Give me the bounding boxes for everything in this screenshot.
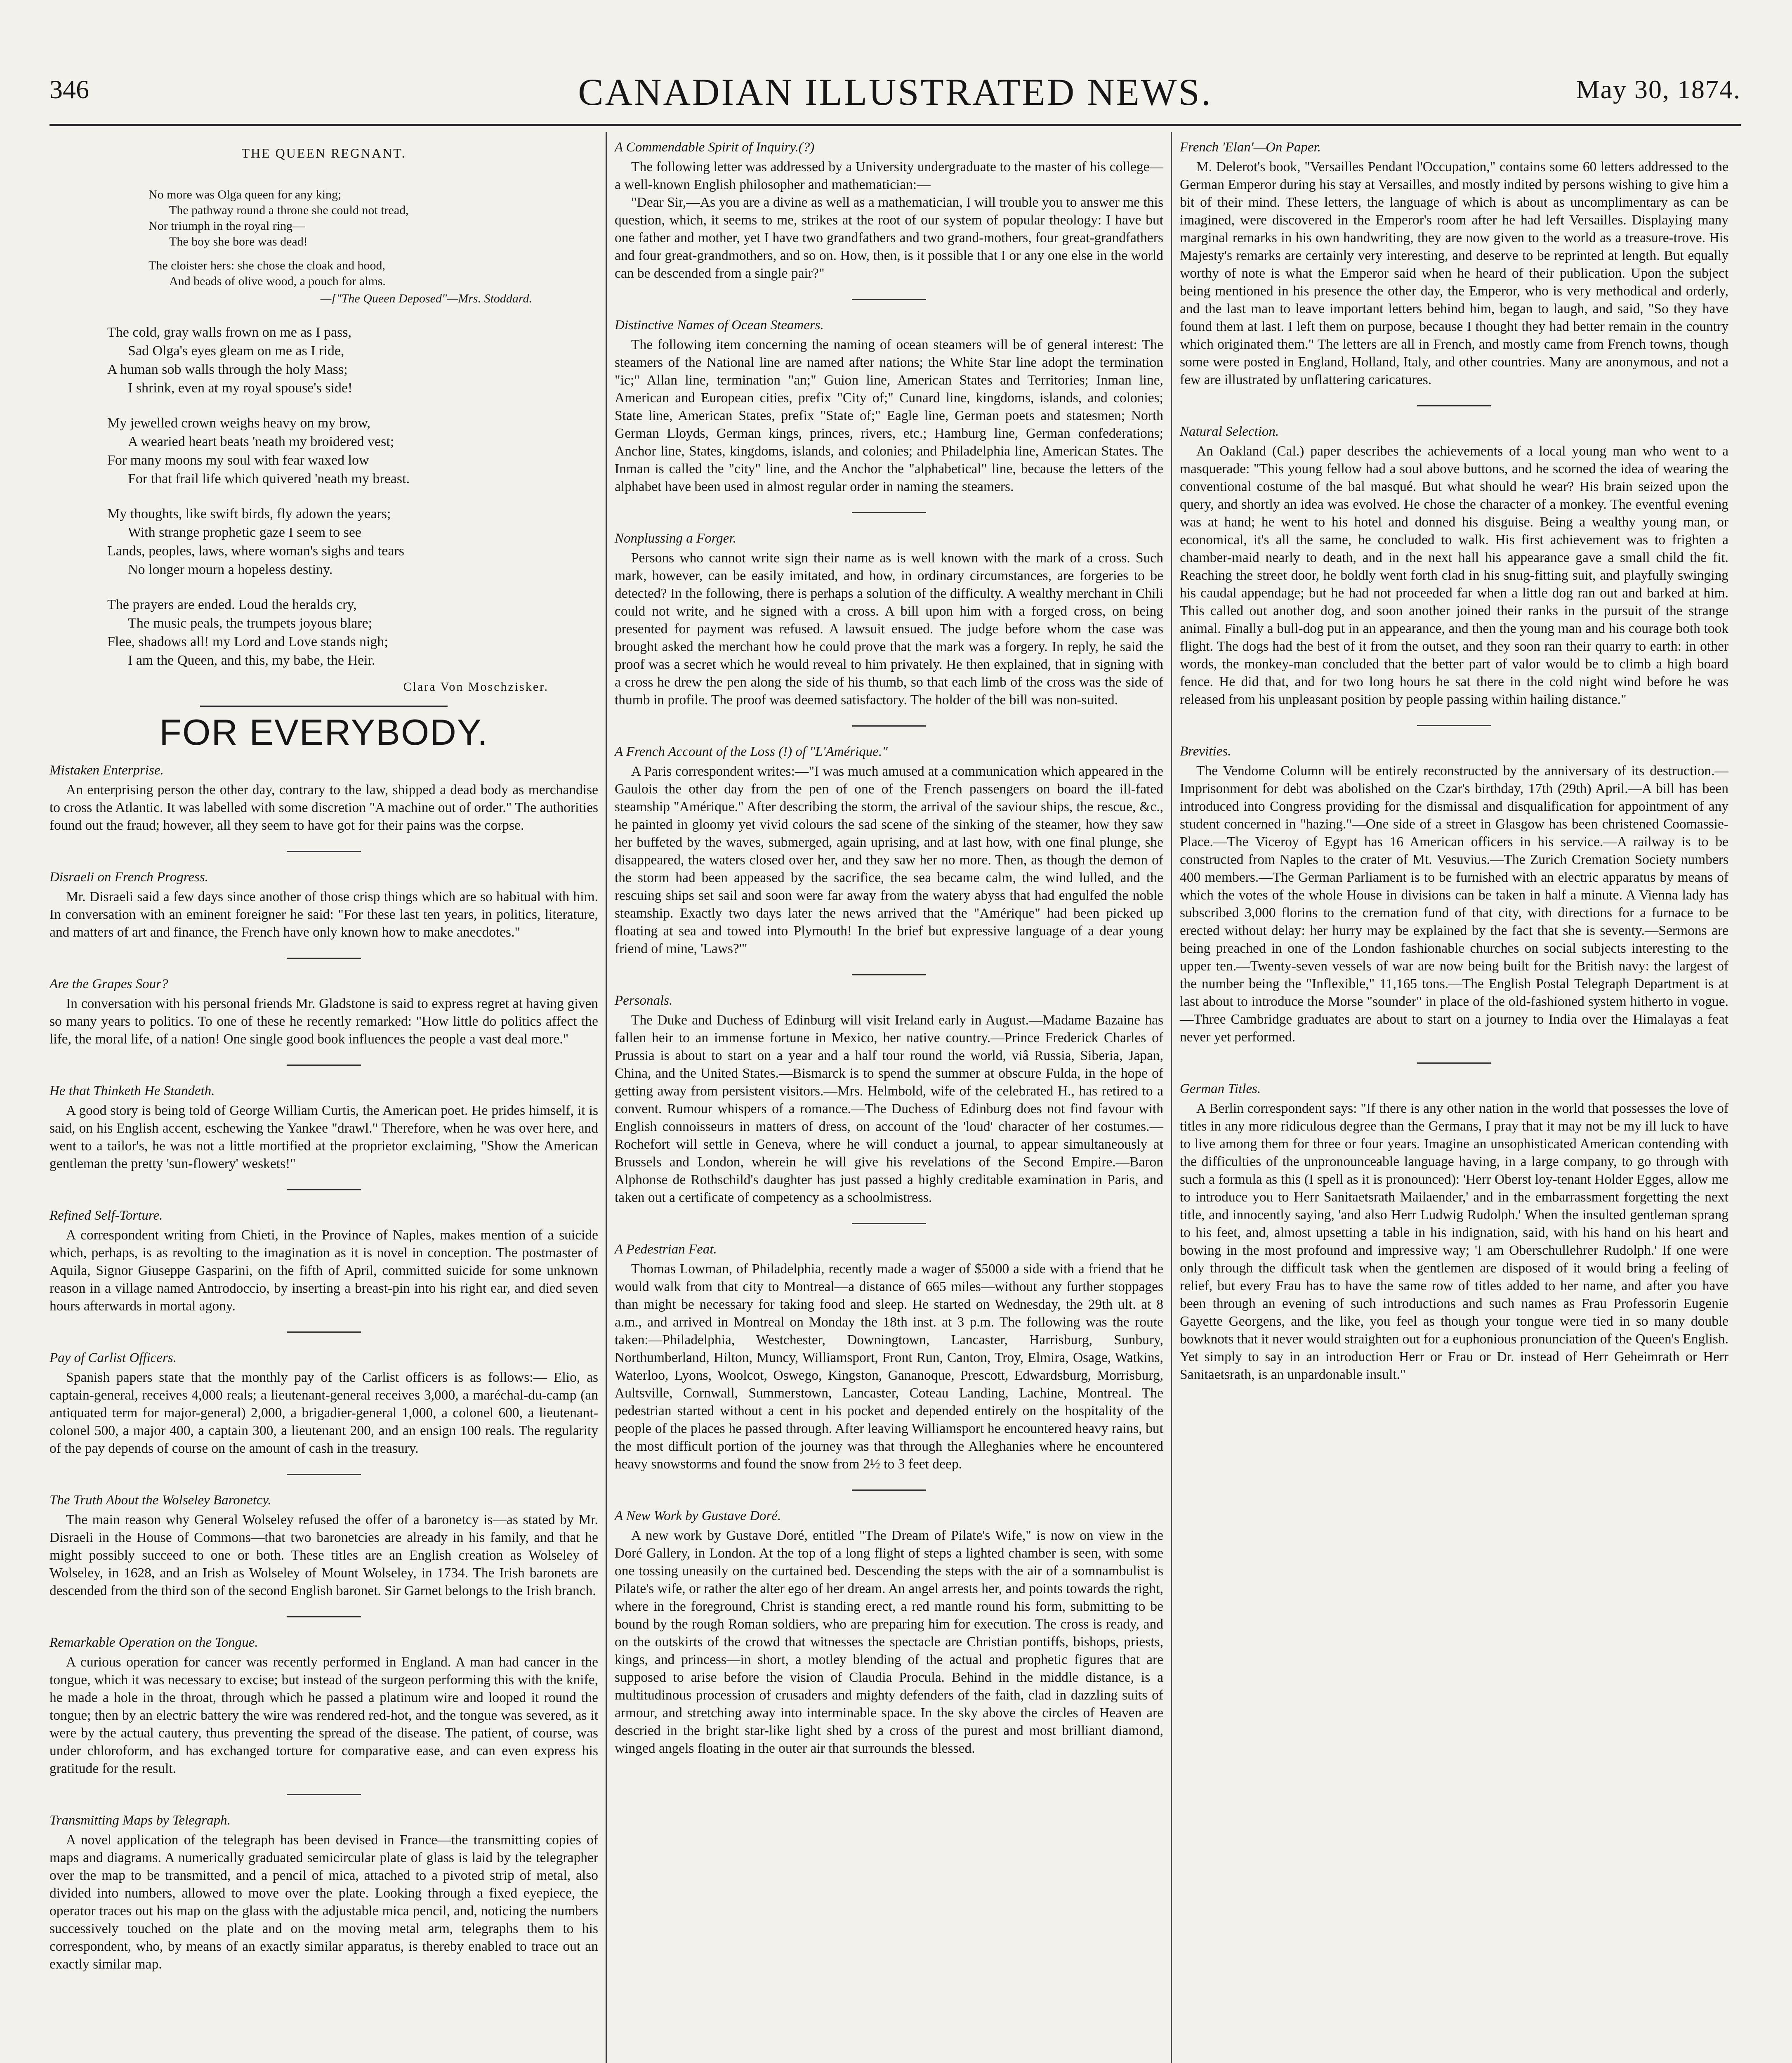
divider <box>287 1794 361 1795</box>
divider <box>852 1489 926 1491</box>
section-title: FOR EVERYBODY. <box>159 712 488 753</box>
poem-line: For that frail life which quivered 'neath my breast. <box>128 471 410 486</box>
column-1 <box>50 136 598 1973</box>
divider <box>852 512 926 513</box>
column-2 <box>615 136 1163 1757</box>
article-paragraph: A correspondent writing from Chieti, in the Province of Naples, makes mention of a suicide which, perhaps, is as revolting to the imagination as it is novel in conception. The postmaster of Aquila, Signor Giuseppe Gasparini, on the fifth of April, committed suicide for some unknown reason in a village named Antrodoccio, by inserting a breast-pin into his right ear, and died seven hours afterwards in mortal agony. <box>50 1227 598 1314</box>
article-title: Transmitting Maps by Telegraph. <box>50 1813 231 1828</box>
divider <box>852 299 926 300</box>
article-title: A New Work by Gustave Doré. <box>615 1508 781 1523</box>
article-paragraph: An enterprising person the other day, contrary to the law, shipped a dead body as merchandise to cross the Atlantic. It was labelled with some discretion "A machine out of order." The authorities found out the fraud; however, all they seem to have got for their pains was the corpse. <box>50 782 598 833</box>
article-title: Natural Selection. <box>1180 424 1279 439</box>
poem-line: With strange prophetic gaze I seem to see <box>128 525 362 540</box>
masthead: CANADIAN ILLUSTRATED NEWS. <box>578 71 1212 113</box>
poem-stanza <box>107 595 598 670</box>
poem-stanza <box>107 414 598 488</box>
article-paragraph: "Dear Sir,—As you are a divine as well as a mathematician, I will trouble you to answer me this question, which, it seems to me, strikes at the root of our system of popular theology: I have but one father and mother, yet I have two grandfathers and two grand-mothers, four great-grandfathers and four great-grandmothers, and so on. How, then, is it possible that I or any one else in the world can be descended from a single pair?" <box>615 195 1163 281</box>
divider <box>852 1223 926 1224</box>
epigraph-attribution: —["The Queen Deposed"—Mrs. Stoddard. <box>320 292 532 305</box>
poem-line: Flee, shadows all! my Lord and Love stands nigh; <box>107 634 388 649</box>
article-title: A French Account of the Loss (!) of "L'Amérique." <box>615 744 888 759</box>
article-paragraph: The following item concerning the naming of ocean steamers will be of general interest: The steamers of the National line are named after nations; the White Star line adopt the termination "ic;" Allan line, termination "an;" Guion line, American States and Territories; Inman line, American and European cities, prefix "City of;" Cunard line, kingdoms, islands, and colonies; State line, American States, prefix "State of;" Eagle line, German poets and statesmen; North German Lloyds, German kings, princes, rivers, etc.; Hamburg line, German confederations; Anchor line, States, kingdoms, islands, and colonies; and Philadelphia line, American States. The Inman is called the "city" line, and the Anchor the "alphabetical" line, because the letters of the alphabet have been used in almost regular order in naming the steamers. <box>615 337 1163 494</box>
poem-line: Lands, peoples, laws, where woman's sighs and tears <box>107 543 404 559</box>
poem-line: Sad Olga's eyes gleam on me as I ride, <box>128 343 344 359</box>
poem-signature: Clara Von Moschzisker. <box>403 680 549 694</box>
article-title: Personals. <box>615 993 673 1008</box>
divider <box>1417 405 1491 406</box>
article-paragraph: Mr. Disraeli said a few days since another of those crisp things which are so habitual with him. In conversation with an eminent foreigner he said: "For these last ten years, in politics, literature, and matters of art and finance, the French have only known how to make anecdotes." <box>50 889 598 940</box>
article-paragraph: The main reason why General Wolseley refused the offer of a baronetcy is—as stated by Mr. Disraeli in the House of Commons—that two baronetcies are already in his family, and that he might possibly succeed to one or both. These titles are an English creation as Wolseley of Wolseley, in 1628, and an Irish as Wolseley of Mount Wolseley, in 1734. The Irish baronets are descended from the third son of the second English baronet. Sir Garnet belongs to the Irish branch. <box>50 1512 598 1598</box>
divider <box>852 725 926 727</box>
poem-line: My thoughts, like swift birds, fly adown the years; <box>107 506 391 522</box>
poem-epigraph <box>149 187 598 307</box>
divider <box>852 974 926 975</box>
poem-title: THE QUEEN REGNANT. <box>241 146 406 161</box>
divider <box>287 1189 361 1190</box>
divider <box>1417 725 1491 726</box>
poem-line: I shrink, even at my royal spouse's side! <box>128 380 353 396</box>
epigraph-line: The cloister hers: she chose the cloak and hood, <box>149 259 385 272</box>
article-paragraph: The Vendome Column will be entirely reconstructed by the anniversary of its destruction.—Imprisonment for debt was abolished on the Czar's birthday, 17th (29th) April.—A bill has been introduced into Congress providing for the dismissal and disqualification for appointment of any student concerned in "hazing."—One side of a street in Glasgow has been christened Coomassie-Place.—The Viceroy of Egypt has 16 American officers in his service.—A railway is to be constructed from Naples to the crater of Mt. Vesuvius.—The Zurich Cremation Society numbers 400 members.—The German Parliament is to be furnished with an electric apparatus by means of which the votes of the whole House in divisions can be taken in half a minute. A Vienna lady has subscribed 3,000 florins to the cremation fund of that city, with directions for a furnace to be erected without delay: her hurry may be explained by the fact that she is seventy.—Sermons are being preached in one of the London fashionable churches on social subjects interesting to the upper ten.—Twenty-seven vessels of war are now being built for the British navy: the largest of the number being the "Inflexible," 11,165 tons.—The English Postal Telegraph Department is at last about to introduce the Morse "sounder" in place of the old-fashioned system hitherto in vogue.—Three Cambridge graduates are about to start on a journey to India over the Himalayas a feat never yet performed. <box>1180 763 1728 1045</box>
poem-line: A human sob walls through the holy Mass; <box>107 362 348 377</box>
divider <box>287 1331 361 1333</box>
article-title: German Titles. <box>1180 1081 1261 1096</box>
poem-line: I am the Queen, and this, my babe, the Heir. <box>128 653 375 668</box>
divider <box>287 1616 361 1617</box>
column-divider <box>1171 132 1172 2063</box>
poem-line: For many moons my soul with fear waxed low <box>107 453 369 468</box>
divider <box>287 1065 361 1066</box>
issue-date: May 30, 1874. <box>1576 75 1741 104</box>
article-paragraph: In conversation with his personal friends Mr. Gladstone is said to express regret at having given so many years to politics. To one of these he recently remarked: "How little do politics affect the life, the moral life, of a nation! One single good book influences the people a vast deal more." <box>50 996 598 1047</box>
article-title: A Pedestrian Feat. <box>615 1242 717 1257</box>
poem-line: The music peals, the trumpets joyous blare; <box>128 616 373 631</box>
article-title: He that Thinketh He Standeth. <box>50 1083 215 1098</box>
divider <box>1417 1062 1491 1064</box>
article-paragraph: A Berlin correspondent says: "If there is any other nation in the world that possesses the love of titles in any more ridiculous degree than the Germans, I pray that it may not be my ill luck to have to live among them for three or four years. Imagine an unsophisticated American contending with the difficulties of the unpronounceable language having, in a large company, to go through with such a formula as this (I spell as it is pronounced): 'Herr Oberst loy-tenant Holder Egges, allow me to introduce you to Herr Sanitaetsrath Mailaender,' and in the embarrassment forgetting the next title, and innocently saying, 'and also Herr Ludwig Rudolph.' When the insulted gentleman sprang to his feet, and, almost upsetting a table in his indignation, said, with his hand on his heart and bowing in the most profound and impressive way; 'I am Oberschullehrer Rudolph.' If one were only through the difficult task when the gentlemen are disposed of it would bring a feeling of relief, but every Frau has to have the same row of titles added to her name, and after you have been through an evening of such introductions and such names as Frau Professorin Eugenie Gayette Georgens, and the like, you feel as though your tongue were tied in so many double bowknots that it never would straighten out for a euphonious pronunciation of the Queen's English. Yet simply to say in an introduction Herr or Frau or Dr. instead of Herr Geheimrath or Herr Sanitaetsrath, is an unpardonable insult." <box>1180 1101 1728 1382</box>
article-title: Nonplussing a Forger. <box>615 531 736 546</box>
article-paragraph: The following letter was addressed by a University undergraduate to the master of his college—a well-known English philosopher and mathematician:— <box>615 159 1163 192</box>
article-paragraph: Persons who cannot write sign their name as is well known with the mark of a cross. Such mark, however, can be easily imitated, and how, in ordinary circumstances, are forgeries to be detected? In the following, there is perhaps a solution of the difficulty. A wealthy merchant in Chili could not write, and he signed with a cross. A bill upon him with a forged cross, on being presented for payment was refused. A lawsuit ensued. The judge before whom the case was brought asked the merchant how he could prove that the mark was a forgery. In reply, he said the proof was a secret which he would reveal to him privately. He then explained, that in signing with a cross he drew the pen along the side of his thumb, so that each limb of the cross was the side of thumb in profile. The proof was deemed satisfactory. The holder of the bill was non-suited. <box>615 550 1163 708</box>
poem-stanza <box>107 505 598 579</box>
article-paragraph: A curious operation for cancer was recently performed in England. A man had cancer in the tongue, which it was necessary to excise; but instead of the surgeon performing this with the knife, he made a hole in the throat, through which he passed a platinum wire and looped it round the tongue; then by an electric battery the wire was rendered red-hot, and the tongue was severed, as it were by the actual cautery, thus preventing the spread of the disease. The patient, of course, was under chloroform, and has exchanged torture for comparative ease, and can even express his gratitude for the result. <box>50 1655 598 1776</box>
epigraph-line: The pathway round a throne she could not tread, <box>169 203 409 217</box>
article-title: Distinctive Names of Ocean Steamers. <box>615 318 824 333</box>
article-title: Mistaken Enterprise. <box>50 763 164 778</box>
article-title: Refined Self-Torture. <box>50 1208 163 1223</box>
column-divider <box>606 132 607 2063</box>
article-paragraph: A new work by Gustave Doré, entitled "The Dream of Pilate's Wife," is now on view in the Doré Gallery, in London. At the top of a long flight of steps a lighted chamber is seen, with some one tossing uneasily on the curtained bed. Descending the steps with the air of a somnambulist is Pilate's wife, or rather the alter ego of her dream. An angel arrests her, and points towards the right, where in the foreground, Christ is standing erect, a red mantle round his form, submitting to be bound by the rough Roman soldiers, who are preparing him for execution. The cross is ready, and on the outskirts of the crowd that witnesses the spectacle are Christian pontiffs, bishops, priests, kings, and princess—in short, a motley blending of the actual and prophetic figures that are supposed to arise before the vision of Claudia Procula. Behind in the middle distance, is a multitudinous procession of crusaders and mighty defenders of the faith, clad in dazzling suits of armour, and stretching away into interminable space. In the sky above the circles of Heaven are descried in the bright star-like light shed by a cross of the purest and most brilliant diamond, winged angels floating in the outer air that surrounds the blessed. <box>615 1528 1163 1756</box>
article-paragraph: M. Delerot's book, "Versailles Pendant l'Occupation," contains some 60 letters addressed to the German Emperor during his stay at Versailles, and mostly indited by persons wishing to give him a bit of their mind. These letters, the language of which is about as uncomplimentary as can be imagined, were discovered in the Emperor's room after he had left Versailles. Displaying many marginal remarks in his own handwriting, they are now given to the world as a treasure-trove. His Majesty's remarks are certainly very interesting, and deserve to be reprinted at length. But equally worthy of note is what the Emperor said when he heard of their publication. Upon the subject being mentioned in his presence the other day, the Emperor, who is very methodical and orderly, and the last man to leave important letters behind him, began to laugh, and said, "So they have found them at last. I left them on purpose, because I thought they had better remain in the country which originated them." The letters are all in French, and mostly came from French towns, though some were posted in England, Holland, Italy, and other countries. Many are anonymous, and not a few are illustrated by unflattering caricatures. <box>1180 159 1728 387</box>
article-paragraph: A novel application of the telegraph has been devised in France—the transmitting copies of maps and diagrams. A numerically graduated semicircular plate of glass is laid by the telegrapher over the map to be transmitted, and a pencil of mica, attached to a pivoted strip of metal, also divided into numbers, allowed to move over the plate. Looking through a fixed eyepiece, the operator traces out his map on the glass with the adjustable mica pencil, and, noticing the numbers successively touched on the plate and on the moving metal arm, telegraphs them to his correspondent, who, by means of an exactly similar apparatus, is thereby enabled to trace out an exactly similar map. <box>50 1832 598 1972</box>
article-title: Disraeli on French Progress. <box>50 870 208 885</box>
article-title: French 'Elan'—On Paper. <box>1180 140 1321 155</box>
poem-line: My jewelled crown weighs heavy on my brow, <box>107 415 370 431</box>
article-title: Remarkable Operation on the Tongue. <box>50 1635 258 1650</box>
article-paragraph: A Paris correspondent writes:—"I was much amused at a communication which appeared in the Gaulois the other day from the pen of one of the French passengers on board the ill-fated steamship "Amérique." After describing the storm, the arrival of the saviour ships, the rescue, &c., he painted in gloomy yet vivid colours the sad scene of the sinking of the steamer, how they saw her buffeted by the waves, submerged, again uprising, and at last how, with one final plunge, she disappeared, the waters closed over her, and they saw her no more. Then, as though the demon of the storm had been appeased by the sacrifice, the sea became calm, the wind lulled, and the rescuing ships set sail and soon were far away from the watery abyss that had engulfed the noble steamship. Exactly two days later the news arrived that the "Amérique" had been picked up floating at sea and towed into Plymouth! In the brief but expressive language of a dear young friend of mine, 'Laws?'" <box>615 764 1163 956</box>
divider <box>287 1474 361 1475</box>
article-paragraph: The Duke and Duchess of Edinburg will visit Ireland early in August.—Madame Bazaine has fallen heir to an immense fortune in Mexico, her native country.—Prince Frederick Charles of Prussia is about to start on a year and a half tour round the world, viâ Russia, Siberia, Japan, China, and the United States.—Bismarck is to spend the summer at obscure Fulda, in the hope of getting away from persistent visitors.—Mrs. Helmbold, wife of the celebrated H., has retired to a convent. Rumour whispers of a romance.—The Duchess of Edinburg does not find favour with English connoisseurs in matters of dress, on account of the 'loud' character of her costumes.—Rochefort will settle in Geneva, where he will conduct a journal, to appear simultaneously at Brussels and London, wherein he will give his revelations of the Second Empire.—Baron Alphonse de Rothschild's daughter has just passed a highly creditable examination in Paris, and taken out a certificate of competency as a schoolmistress. <box>615 1013 1163 1205</box>
article-paragraph: A good story is being told of George William Curtis, the American poet. He prides himself, it is said, on his English accent, eschewing the Yankee "drawl." Therefore, when he was over here, and went to a tailor's, he was not a little mortified at the proprietor exclaiming, "Show the American gentleman the pretty 'sun-flowery' weskets!" <box>50 1103 598 1171</box>
section-rule <box>200 706 448 707</box>
header-rule <box>50 124 1741 126</box>
epigraph-line: And beads of olive wood, a pouch for alms. <box>169 274 386 288</box>
divider <box>287 851 361 852</box>
poem-line: A wearied heart beats 'neath my broidered vest; <box>128 434 394 449</box>
article-title: Are the Grapes Sour? <box>50 977 168 991</box>
article-paragraph: An Oakland (Cal.) paper describes the achievements of a local young man who went to a masquerade: "This young fellow had a soul above buttons, and he scorned the idea of wearing the conventional costume of the bal masqué. But what should he wear? His brain seized upon the query, and shortly an idea was evolved. He chose the character of a monkey. The eventful evening was at hand; he went to his hotel and donned his disguise. Being a wealthy young man, or economical, it's all the same, he concluded to walk. His first achievement was to frighten a chamber-maid nearly to death, and in the next hall his appearance gave a small child the fit. Reaching the street door, he boldly went forth clad in his snug-fitting suit, and playfully swinging his caudal appendage; but he had not proceeded far when a little dog ran out and barked at him. This called out another dog, and soon another joined their ranks in the pursuit of the strange animal. Finally a bull-dog put in an appearance, and then the young man and his courage both took flight. The dogs had the best of it from the outset, and they soon ran their quarry to earth: in other words, the monkey-man concluded that the better part of valor would be to climb a high board fence. He did that, and for two long hours he sat there in the cold night wind before he was released from his unpleasant position by people passing within hailing distance." <box>1180 444 1728 707</box>
epigraph-line: No more was Olga queen for any king; <box>149 188 342 201</box>
article-paragraph: Spanish papers state that the monthly pay of the Carlist officers is as follows:— Elio, as captain-general, receives 4,000 reals; a lieutenant-general receives 3,000, a maréchal-du-camp (an antiquated term for major-general) 2,000, a brigadier-general 1,000, a colonel 600, a lieutenant-colonel 500, a major 400, a captain 300, a lieutenant 200, and an ensign 100 reals. The regularity of the pay depends of course on the amount of cash in the treasury. <box>50 1370 598 1456</box>
page-header <box>50 70 1741 120</box>
article-title: A Commendable Spirit of Inquiry.(?) <box>615 140 815 155</box>
poem-line: The cold, gray walls frown on me as I pass, <box>107 325 352 340</box>
divider <box>287 958 361 959</box>
article-title: The Truth About the Wolseley Baronetcy. <box>50 1493 271 1508</box>
column-3 <box>1180 136 1728 1383</box>
article-title: Brevities. <box>1180 744 1231 759</box>
epigraph-line: Nor triumph in the royal ring— <box>149 219 305 233</box>
poem-stanza <box>107 323 598 397</box>
article-title: Pay of Carlist Officers. <box>50 1350 177 1365</box>
page-number: 346 <box>50 75 89 104</box>
article-paragraph: Thomas Lowman, of Philadelphia, recently made a wager of $5000 a side with a friend that he would walk from that city to Montreal—a distance of 665 miles—without any further stoppages than might be necessary for taking food and sleep. He started on Wednesday, the 29th ult. at 8 a.m., and arrived in Montreal on Monday the 18th inst. at 3 p.m. The following was the route taken:—Philadelphia, Westchester, Downingtown, Lancaster, Harrisburg, Sunbury, Northumberland, Hilton, Muncy, Williamsport, Front Run, Canton, Troy, Elmira, Osage, Watkins, Waterloo, Lyons, Woolcot, Oswego, Kingston, Gananoque, Prescott, Edwardsburg, Morrisburg, Aultsville, Cornwall, Summerstown, Lancaster, Coteau Landing, Lachine, Montreal. The pedestrian started without a cent in his pocket and depended entirely on the hospitality of the people of the places he passed through. After leaving Williamsport he encountered heavy rains, but the most difficult portion of the journey was that through the Alleghanies where he encountered heavy snowstorms and found the snow from 2½ to 3 feet deep. <box>615 1261 1163 1472</box>
poem-line: No longer mourn a hopeless destiny. <box>128 562 333 577</box>
epigraph-line: The boy she bore was dead! <box>169 235 308 248</box>
poem-line: The prayers are ended. Loud the heralds cry, <box>107 597 357 612</box>
